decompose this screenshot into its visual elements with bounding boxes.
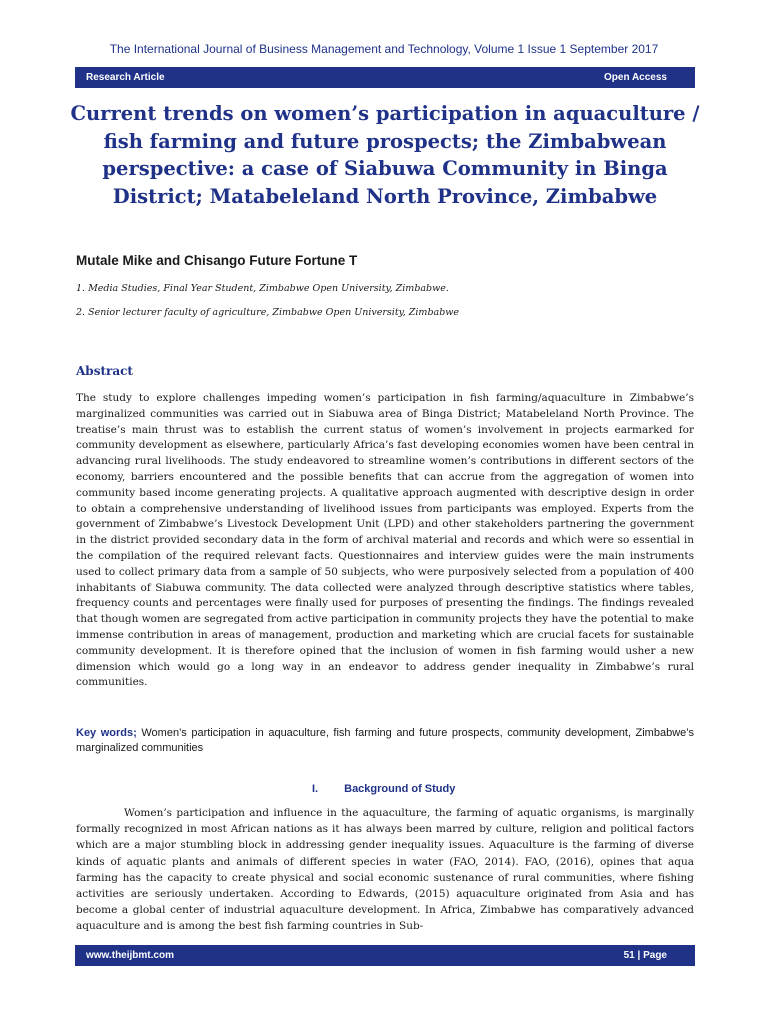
- abstract-heading: Abstract: [76, 364, 133, 378]
- affiliation-2: 2. Senior lecturer faculty of agriculture, Zimbabwe Open University, Zimbabwe: [76, 307, 460, 318]
- abstract-text: The study to explore challenges impeding women’s participation in fish farming/aquaculture in Zimbabwe’s marginalized communities was carried out in Siabuwa area of Binga District; Matabeleland North Province. The treatise’s main thrust was to establish the current status of women’s involvement in projects earmarked for community development as elsewhere, particularly Africa’s fast developing economies women have been central in advancing rural livelihoods. The study endeavored to streamline women’s contributions in different sectors of the economy, barriers encountered and the possible benefits that can accrue from the aggregation of women into community based income generating projects. A qualitative approach augmented with descriptive design in order to obtain a comprehensive understanding of livelihood issues from participants was employed. Experts from the government of Zimbabwe’s Livestock Development Unit (LPD) and other stakeholders partnering the government in the district provided secondary data in the form of archival material and records and which were so essential in the compilation of the required relevant facts. Questionnaires and interview guides were the main instruments used to collect primary data from a sample of 50 subjects, who were purposively selected from a population of 400 inhabitants of Siabuwa community. The data collected were analyzed through descriptive statistics where tables, frequency counts and percentages were finally used for purposes of presenting the findings. The findings revealed that though women are segregated from active participation in community projects they have the potential to make immense contribution in areas of management, production and marketing which are crucial facets for sustainable community development. It is therefore opined that the inclusion of women in fish farming would usher a new dimension which would go a long way in an endeavor to address gender inequality in Zimbabwe’s rural communities.: [76, 392, 694, 689]
- open-access-label: Open Access: [604, 72, 667, 83]
- authors: Mutale Mike and Chisango Future Fortune T: [76, 253, 358, 268]
- page-separator: |: [637, 950, 641, 961]
- paper-title: Current trends on women’s participation in aquaculture / fish farming and future prospects; the Zimbabwean perspective: a case of Siabuwa Community in Binga District; Matabeleland North Province, Zimbabwe: [70, 102, 700, 208]
- section-number: I.: [312, 783, 319, 795]
- keywords-text: Women’s participation in aquaculture, fish farming and future prospects, community development, Zimbabwe’s marginalized communities: [76, 727, 695, 754]
- website-link[interactable]: www.theijbmt.com: [86, 950, 174, 961]
- journal-citation: The International Journal of Business Management and Technology, Volume 1 Issue 1 September 2017: [109, 42, 659, 56]
- section-heading: [312, 783, 455, 795]
- page-indicator: [624, 950, 667, 961]
- section-title: Background of Study: [344, 783, 456, 795]
- footer-bar: [75, 945, 695, 966]
- page-number: 51: [623, 950, 635, 961]
- article-type-bar: [75, 67, 695, 88]
- page-label: Page: [643, 950, 667, 961]
- article-type-label: Research Article: [86, 72, 165, 83]
- body-paragraph: Women’s participation and influence in the aquaculture, the farming of aquatic organisms, is marginally formally recognized in most African nations as it has always been marred by culture, religion and political factors which are a major stumbling block in addressing gender inequality issues. Aquaculture is the farming of diverse kinds of aquatic plants and animals of different species in water (FAO, 2014). FAO, (2016), opines that aqua farming has the capacity to create physical and social economic sustenance of rural communities, where fishing activities are seriously undertaken. According to Edwards, (2015) aquaculture originated from Asia and has become a global center of industrial aquaculture development. In Africa, Zimbabwe has comparatively advanced aquaculture and is among the best fish farming countries in Sub-: [76, 807, 694, 933]
- affiliation-1: 1. Media Studies, Final Year Student, Zimbabwe Open University, Zimbabwe.: [76, 283, 449, 294]
- keywords: [76, 726, 694, 756]
- keywords-label: Key words;: [76, 727, 137, 739]
